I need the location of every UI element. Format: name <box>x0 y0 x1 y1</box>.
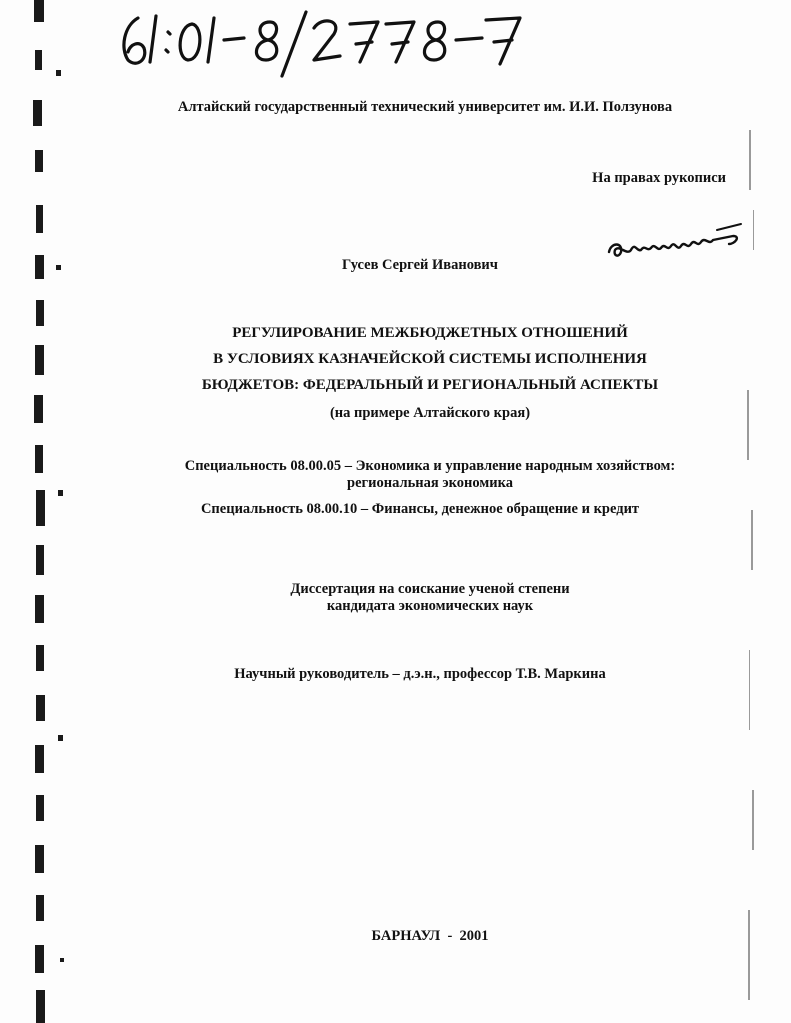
scientific-advisor: Научный руководитель – д.э.н., профессор Т.В. Маркина <box>234 666 606 682</box>
author-name: Гусев Сергей Иванович <box>342 257 498 273</box>
binding-edge-marks <box>0 0 70 1023</box>
handwritten-signature <box>605 222 755 266</box>
city-year: БАРНАУЛ - 2001 <box>371 928 489 944</box>
title-line-2: В УСЛОВИЯХ КАЗНАЧЕЙСКОЙ СИСТЕМЫ ИСПОЛНЕНИЯ <box>213 351 647 367</box>
title-line-1: РЕГУЛИРОВАНИЕ МЕЖБЮДЖЕТНЫХ ОТНОШЕНИЙ <box>232 325 628 341</box>
dissertation-line-1: Диссертация на соискание ученой степени <box>290 581 570 597</box>
dissertation-line-2: кандидата экономических наук <box>326 598 534 614</box>
university-name: Алтайский государственный технический университет им. И.И. Ползунова <box>177 99 673 115</box>
specialty-2: Специальность 08.00.10 – Финансы, денежное обращение и кредит <box>200 501 640 517</box>
specialty-1: Специальность 08.00.05 – Экономика и управление народным хозяйством: <box>184 458 676 474</box>
title-line-3: БЮДЖЕТОВ: ФЕДЕРАЛЬНЫЙ И РЕГИОНАЛЬНЫЙ АСПЕКТЫ <box>201 377 659 393</box>
specialty-1-continuation: региональная экономика <box>347 475 513 491</box>
handwritten-archive-number <box>110 4 530 80</box>
rights-note: На правах рукописи <box>592 170 726 186</box>
title-subtitle: (на примере Алтайского края) <box>329 405 531 421</box>
